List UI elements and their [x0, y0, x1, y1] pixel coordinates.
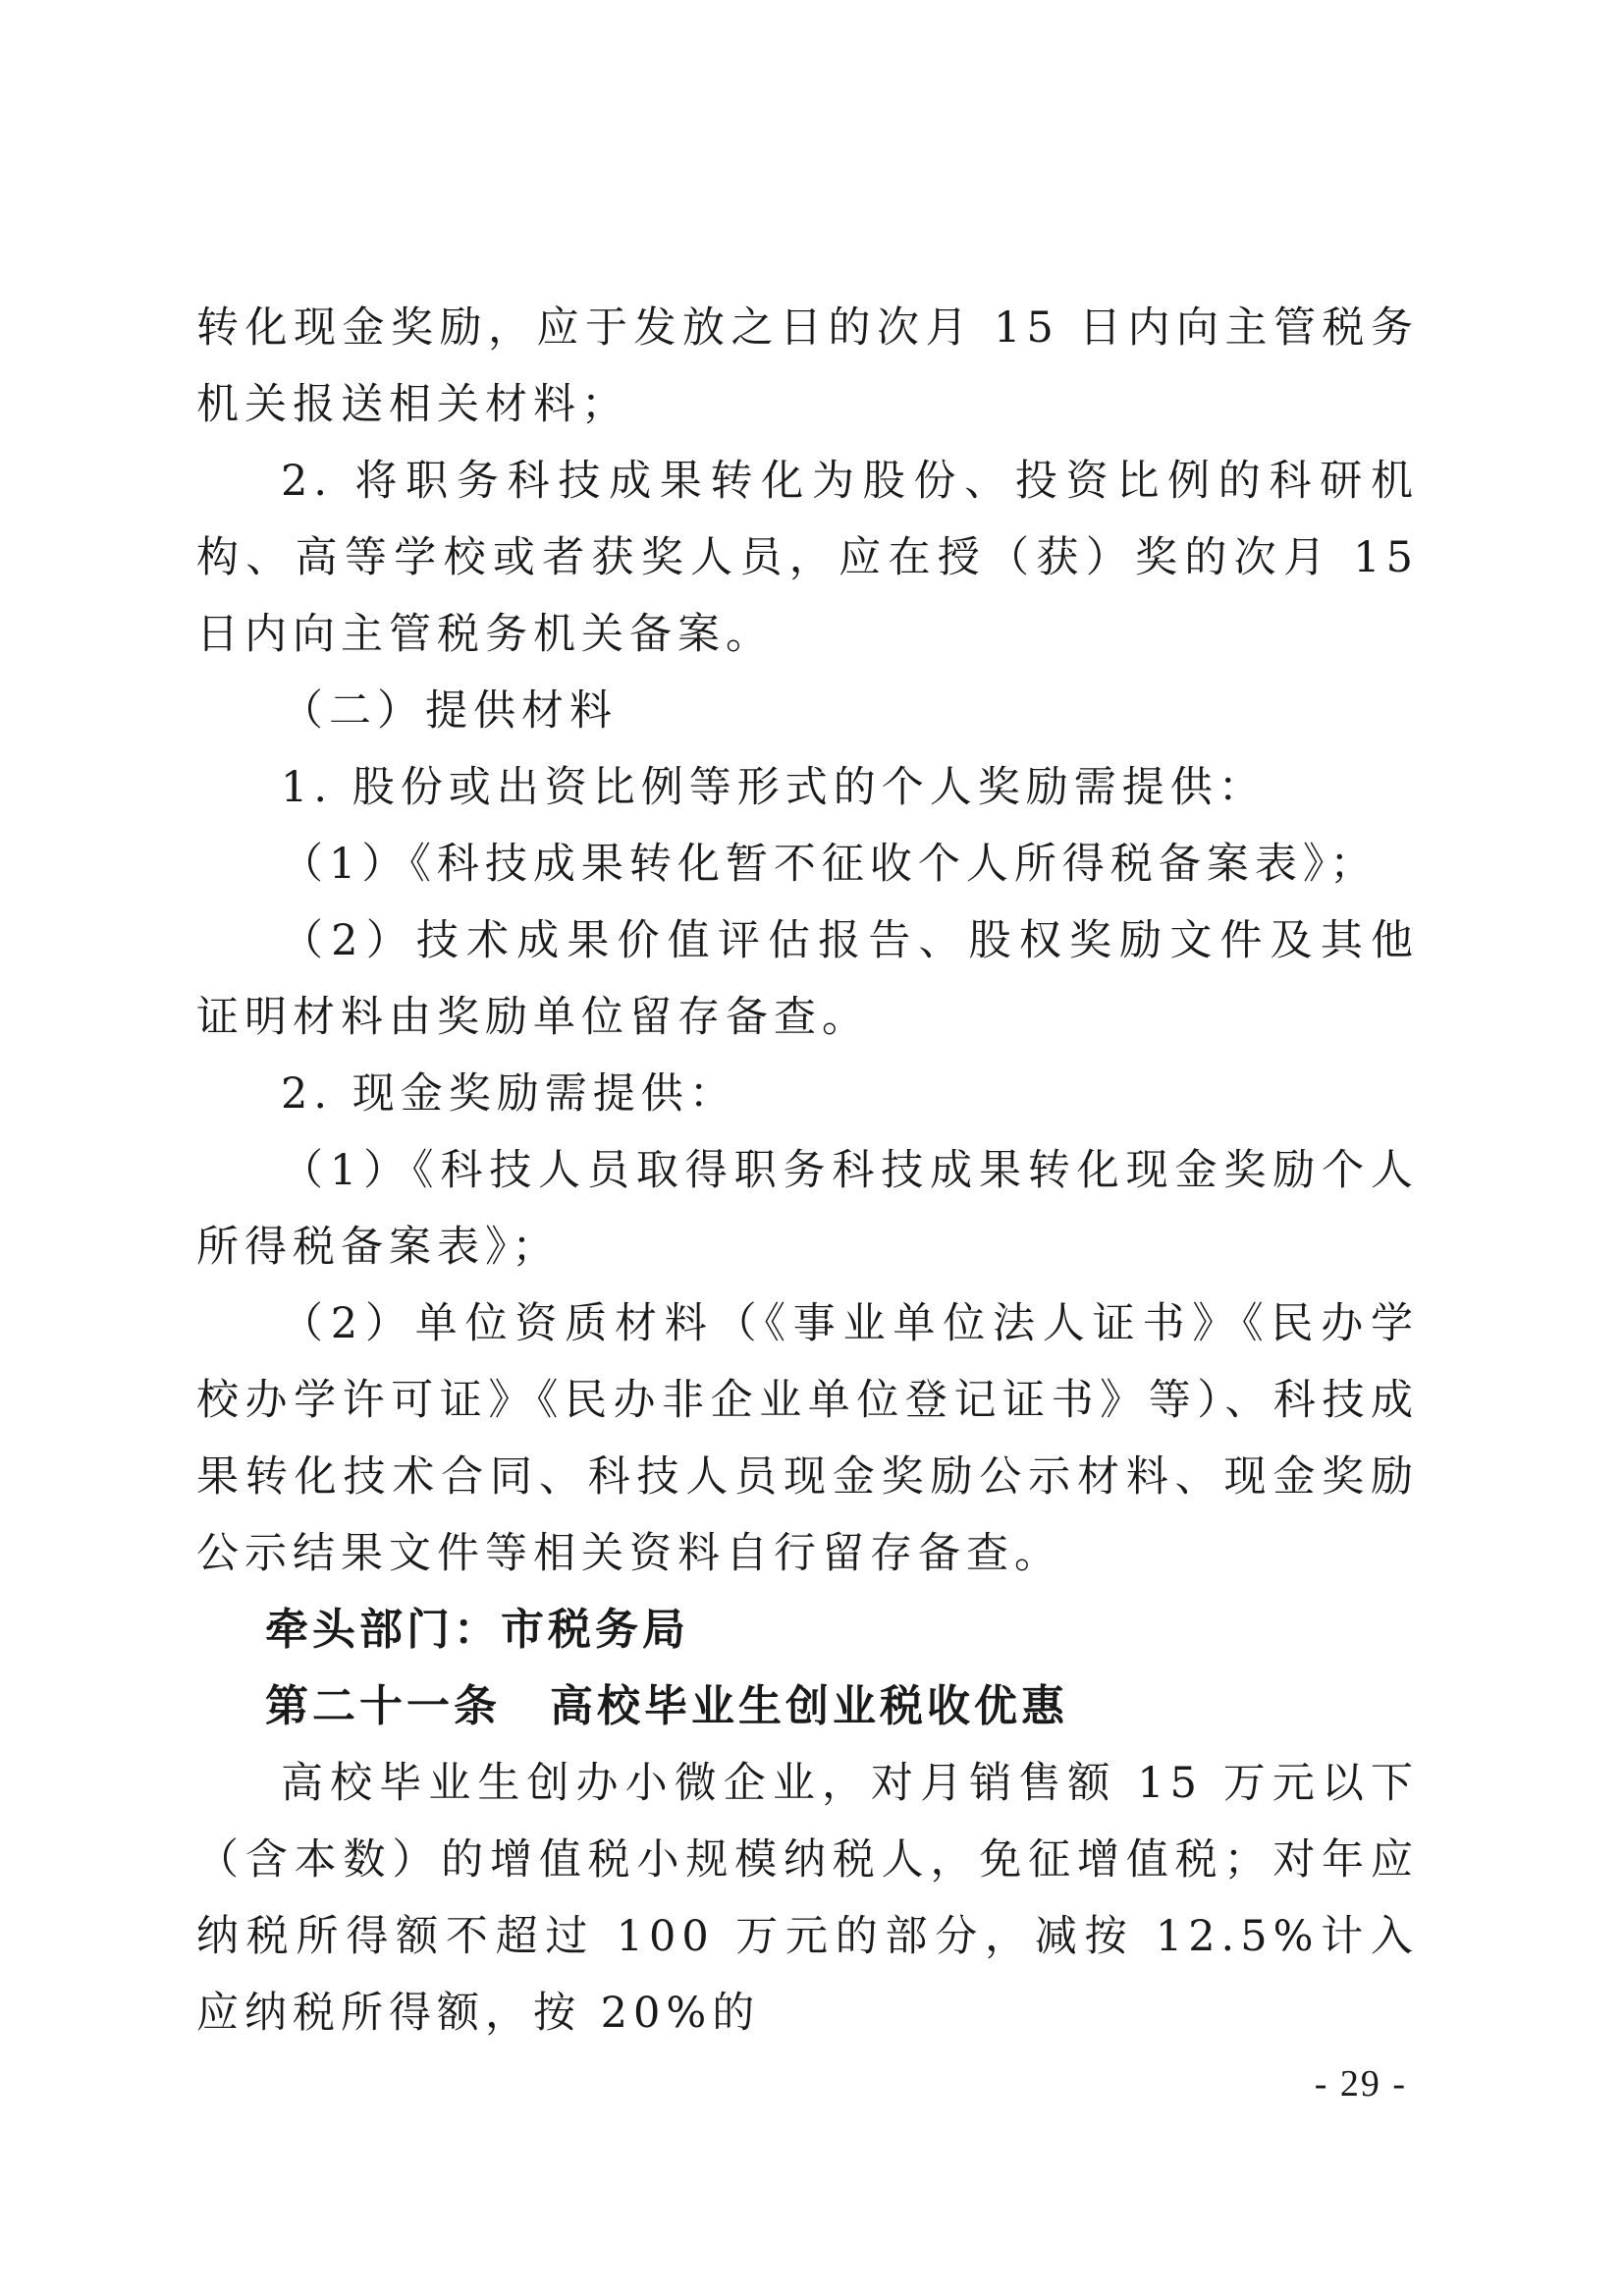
body-text — [196, 290, 1419, 2051]
article-body: 高校毕业生创办小微企业，对月销售额 15 万元以下（含本数）的增值税小规模纳税人，免征增值税；对年应纳税所得额不超过 100 万元的部分，减按 12.5%计入应纳税所得额，按 20%的 — [196, 1759, 1419, 2038]
paragraph-item-2-cash: 2. 现金奖励需提供： — [281, 1069, 737, 1119]
section-heading-materials: （二）提供材料 — [281, 686, 618, 736]
article-title: 高校毕业生创业税收优惠 — [550, 1681, 1068, 1731]
paragraph-subitem-1-form: （1）《科技成果转化暂不征收个人所得税备案表》； — [281, 840, 1379, 889]
page-number: - 29 - — [1314, 2063, 1407, 2105]
paragraph-subitem-1-cash-form: （1）《科技人员取得职务科技成果转化现金奖励个人所得税备案表》； — [196, 1146, 1419, 1272]
lead-department: 牵头部门：市税务局 — [265, 1605, 689, 1655]
paragraph-subitem-2-reports: （2）技术成果价值评估报告、股权奖励文件及其他证明材料由奖励单位留存备查。 — [196, 916, 1419, 1042]
article-number: 第二十一条 — [265, 1681, 501, 1731]
article-heading — [196, 1668, 1419, 1745]
paragraph-continuation: 转化现金奖励，应于发放之日的次月 15 日内向主管税务机关报送相关材料； — [196, 303, 1419, 429]
paragraph-subitem-2-qualifications: （2）单位资质材料（《事业单位法人证书》《民办学校办学许可证》《民办非企业单位登记证书》等）、科技成果转化技术合同、科技人员现金奖励公示材料、现金奖励公示结果文件等相关资料自行留存备查。 — [196, 1299, 1419, 1578]
paragraph-item-1-equity: 1. 股份或出资比例等形式的个人奖励需提供： — [281, 763, 1267, 812]
paragraph-item-2-filing: 2. 将职务科技成果转化为股份、投资比例的科研机构、高等学校或者获奖人员，应在授（获）奖的次月 15 日内向主管税务机关备案。 — [196, 457, 1419, 659]
